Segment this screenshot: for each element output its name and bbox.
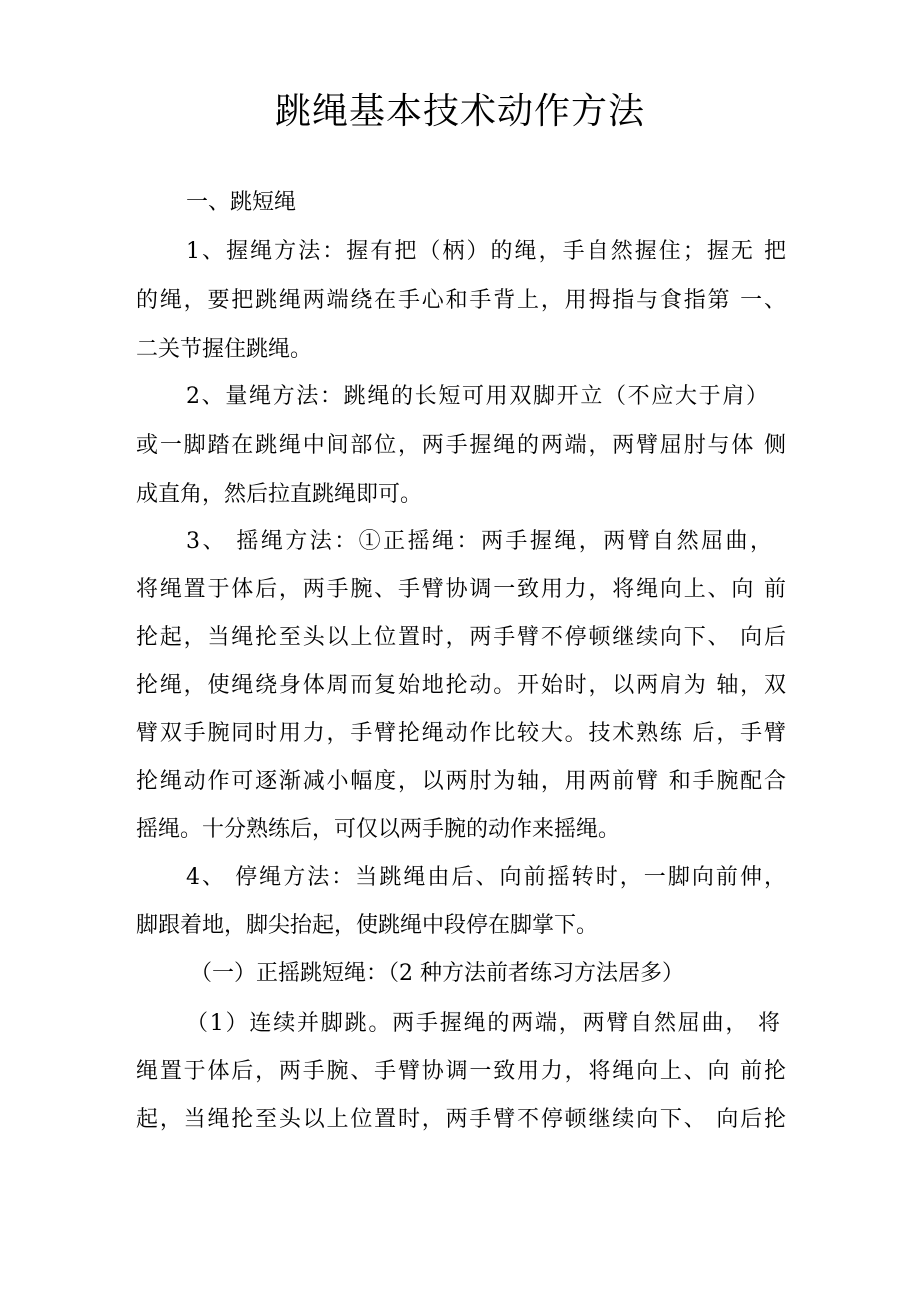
paragraph-line: 4、 停绳方法：当跳绳由后、向前摇转时，一脚向前伸，	[186, 865, 786, 890]
subsection-heading: （一）正摇跳短绳：（2 种方法前者练习方法居多）	[190, 961, 684, 986]
paragraph-line: 抡绳，使绳绕身体周而复始地抡动。开始时，以两肩为 轴，双	[136, 673, 786, 698]
paragraph-line: 脚跟着地，脚尖抬起，使跳绳中段停在脚掌下。	[136, 913, 599, 938]
document-title: 跳绳基本技术动作方法	[274, 91, 645, 132]
paragraph-line: 抡起，当绳抡至头以上位置时，两手臂不停顿继续向下、 向后	[136, 625, 786, 650]
paragraph-line: 3、 摇绳方法：①正摇绳：两手握绳，两臂自然屈曲，	[186, 529, 772, 554]
paragraph-line: 2、量绳方法：跳绳的长短可用双脚开立（不应大于肩）	[186, 384, 768, 409]
paragraph-line: 将绳置于体后，两手腕、手臂协调一致用力，将绳向上、向 前	[136, 577, 786, 602]
paragraph-line: 摇绳。十分熟练后，可仅以两手腕的动作来摇绳。	[136, 817, 621, 842]
paragraph-line: 的绳，要把跳绳两端绕在手心和手背上，用拇指与食指第 一、	[136, 288, 786, 313]
paragraph-line: 或一脚踏在跳绳中间部位，两手握绳的两端，两臂屈肘与体 侧	[136, 433, 786, 458]
paragraph-line: （1）连续并脚跳。两手握绳的两端，两臂自然屈曲， 将	[186, 1011, 780, 1036]
paragraph-line: 成直角，然后拉直跳绳即可。	[136, 482, 423, 507]
paragraph-line: 1、握绳方法：握有把（柄）的绳，手自然握住；握无 把	[186, 239, 786, 264]
section-heading: 一、跳短绳	[186, 190, 297, 215]
paragraph-line: 绳置于体后，两手腕、手臂协调一致用力，将绳向上、向 前抡	[136, 1059, 786, 1084]
paragraph-line: 臂双手腕同时用力，手臂抡绳动作比较大。技术熟练 后，手臂	[136, 721, 786, 746]
paragraph-line: 抡绳动作可逐渐减小幅度，以两肘为轴，用两前臂 和手腕配合	[136, 769, 786, 794]
paragraph-line: 起，当绳抡至头以上位置时，两手臂不停顿继续向下、 向后抡	[136, 1107, 786, 1132]
paragraph-line: 二关节握住跳绳。	[136, 337, 313, 362]
